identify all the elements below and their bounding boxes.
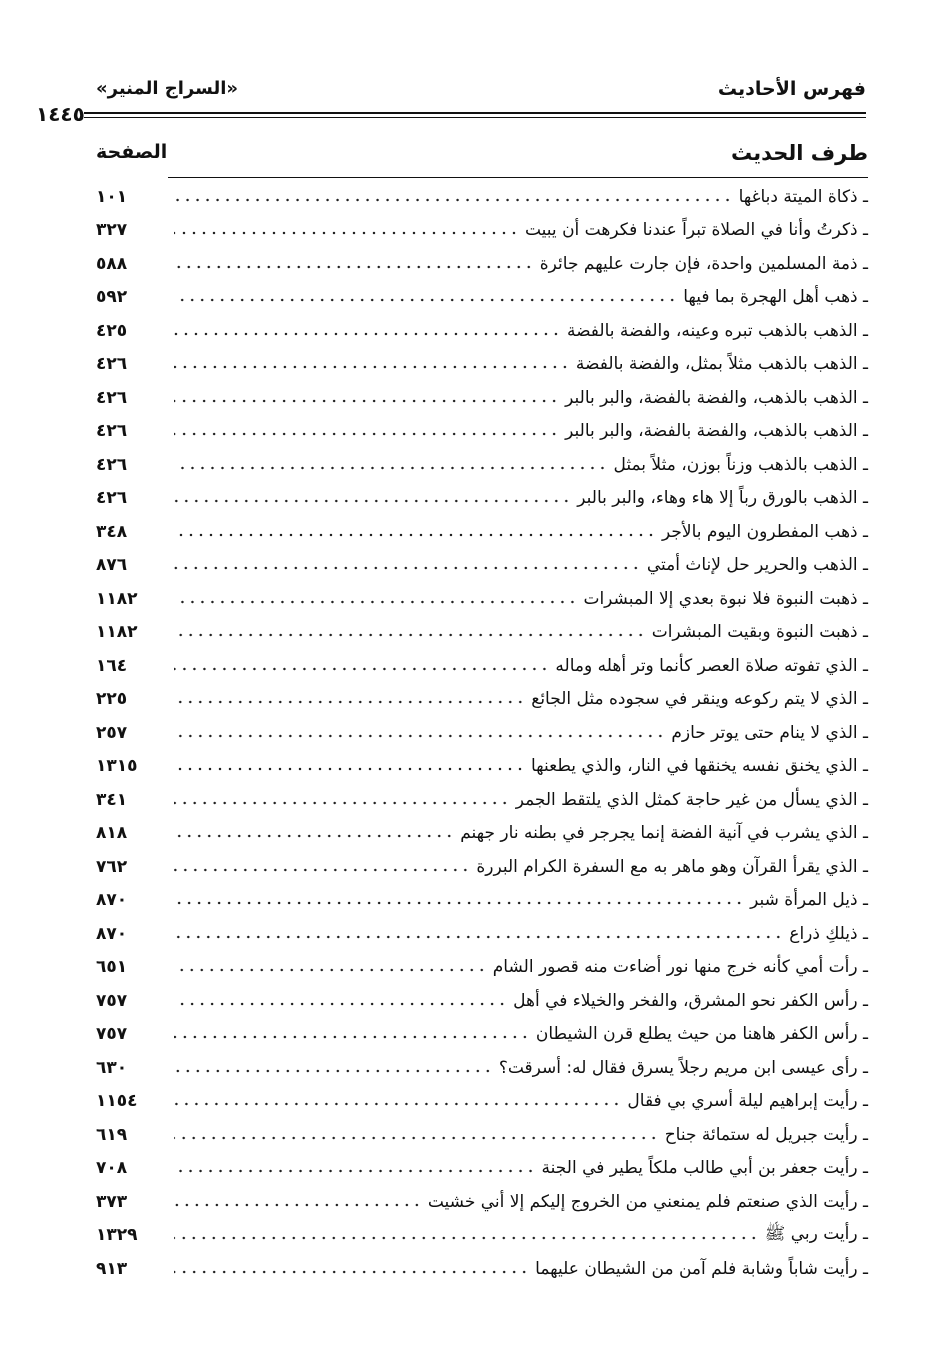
index-entry <box>96 683 868 717</box>
entry-page-number: ٥٩٢ <box>96 287 128 308</box>
index-entry <box>96 1085 868 1119</box>
entry-text: ـ ذهبت النبوة فلا نبوة بعدي إلا المبشرات <box>583 588 868 609</box>
entry-page-number: ١٣٢٩ <box>96 1225 138 1246</box>
entry-page-number: ٧٦٢ <box>96 856 128 877</box>
entry-text: ـ الذهب والحرير حل لإناث أمتي <box>646 555 868 576</box>
entry-page-number: ٢٢٥ <box>96 689 128 710</box>
entry-page-number: ٦١٩ <box>96 1124 128 1145</box>
dot-leader <box>174 767 525 771</box>
dot-leader <box>174 633 646 637</box>
column-header <box>96 141 868 171</box>
column-header-rule <box>168 177 868 178</box>
entry-text: ـ رأيت إبراهيم ليلة أسري بي فقال <box>627 1091 868 1112</box>
entry-page-number: ٦٣٠ <box>96 1057 128 1078</box>
index-entry <box>96 1018 868 1052</box>
index-entry <box>96 381 868 415</box>
index-entry <box>96 817 868 851</box>
dot-leader <box>174 1002 507 1006</box>
entry-page-number: ٧٠٨ <box>96 1158 128 1179</box>
entry-text: ـ الذي يسأل من غير حاجة كمثل الذي يلتقط الجمر <box>515 789 868 810</box>
entry-text: ـ ذهب المفطرون اليوم بالأجر <box>661 521 868 542</box>
entry-text: ـ رأيت شاباً وشابة فلم آمن من الشيطان عليهما <box>535 1258 868 1279</box>
index-entry <box>96 281 868 315</box>
entry-page-number: ٨٧٠ <box>96 923 128 944</box>
index-entry <box>96 1152 868 1186</box>
entry-page-number: ٤٢٦ <box>96 354 128 375</box>
entry-text: ـ رأس الكفر هاهنا من حيث يطلع قرن الشيطان <box>535 1024 868 1045</box>
entry-text: ـ الذي تفوته صلاة العصر كأنما وتر أهله وماله <box>555 655 868 676</box>
index-entry <box>96 515 868 549</box>
index-entry <box>96 1252 868 1286</box>
entry-text: ـ الذهب بالذهب وزناً بوزن، مثلاً بمثل <box>613 454 868 475</box>
index-entry <box>96 716 868 750</box>
entry-page-number: ٤٢٦ <box>96 421 128 442</box>
entry-page-number: ٥٨٨ <box>96 253 128 274</box>
dot-leader <box>174 968 487 972</box>
dot-leader <box>174 901 744 905</box>
entry-text: ـ الذي لا ينام حتى يوتر حازم <box>671 722 868 743</box>
hadith-column-label: طرف الحديث <box>730 141 868 165</box>
entry-page-number: ١٦٤ <box>96 655 128 676</box>
entry-list <box>96 180 868 1286</box>
entry-text: ـ الذهب بالورق رباً إلا هاء وهاء، والبر بالبر <box>577 488 868 509</box>
entry-page-number: ٧٥٧ <box>96 1024 128 1045</box>
dot-leader <box>174 499 571 503</box>
dot-leader <box>174 298 677 302</box>
entry-page-number: ٩١٣ <box>96 1258 128 1279</box>
dot-leader <box>174 734 665 738</box>
entry-text: ـ رأت أمي كأنه خرج منها نور أضاءت منه قصور الشام <box>492 957 868 978</box>
dot-leader <box>174 801 510 805</box>
entry-page-number: ٣٧٣ <box>96 1191 128 1212</box>
dot-leader <box>174 868 470 872</box>
entry-page-number: ٨٧٠ <box>96 890 128 911</box>
dot-leader <box>174 432 559 436</box>
entry-page-number: ٢٥٧ <box>96 722 128 743</box>
entry-text: ـ رأيت جعفر بن أبي طالب ملكاً يطير في الجنة <box>541 1158 868 1179</box>
index-entry <box>96 448 868 482</box>
entry-text: ـ الذي لا يتم ركوعه وينقر في سجوده مثل الجائع <box>531 689 868 710</box>
index-entry <box>96 951 868 985</box>
index-entry <box>96 1118 868 1152</box>
entry-text: ـ رأيت جبريل له ستمائة جناح <box>664 1124 868 1145</box>
index-entry <box>96 214 868 248</box>
dot-leader <box>174 834 454 838</box>
dot-leader <box>174 935 783 939</box>
dot-leader <box>174 265 534 269</box>
page-number: ١٤٤٥ <box>36 102 85 126</box>
entry-page-number: ١١٥٤ <box>96 1091 138 1112</box>
entry-text: ـ ذهبت النبوة وبقيت المبشرات <box>651 622 868 643</box>
page-column-label: الصفحة <box>96 141 168 163</box>
dot-leader <box>174 466 607 470</box>
entry-text: ـ ذكرتُ وأنا في الصلاة تبراً عندنا فكرهت أن يبيت <box>524 220 868 241</box>
index-entry <box>96 582 868 616</box>
entry-text: ـ ذهب أهل الهجرة بما فيها <box>683 287 868 308</box>
entry-text: ـ الذي يقرأ القرآن وهو ماهر به مع السفرة الكرام البررة <box>476 856 868 877</box>
entry-text: ـ رأى عيسى ابن مريم رجلاً يسرق فقال له: أسرقت؟ <box>498 1057 868 1078</box>
dot-leader <box>174 1136 659 1140</box>
entry-text: ـ الذهب بالذهب مثلاً بمثل، والفضة بالفضة <box>575 354 868 375</box>
index-entry <box>96 1051 868 1085</box>
entry-page-number: ١١٨٢ <box>96 588 138 609</box>
dot-leader <box>174 533 656 537</box>
entry-page-number: ٤٢٦ <box>96 488 128 509</box>
entry-text: ـ الذي يخنق نفسه يخنقها في النار، والذي يطعنها <box>531 756 868 777</box>
entry-text: ـ الذي يشرب في آنية الفضة إنما يجرجر في بطنه نار جهنم <box>460 823 868 844</box>
entry-page-number: ٣٤٨ <box>96 521 128 542</box>
dot-leader <box>174 198 733 202</box>
index-entry <box>96 850 868 884</box>
entry-page-number: ١٣١٥ <box>96 756 138 777</box>
index-entry <box>96 1185 868 1219</box>
dot-leader <box>174 1102 621 1106</box>
entry-page-number: ٤٢٥ <box>96 320 128 341</box>
entry-page-number: ٣٢٧ <box>96 220 128 241</box>
dot-leader <box>174 700 525 704</box>
dot-leader <box>174 231 519 235</box>
running-header <box>82 78 866 108</box>
index-entry <box>96 180 868 214</box>
entry-text: ـ الذهب بالذهب تبره وعينه، والفضة بالفضة <box>566 320 868 341</box>
dot-leader <box>174 1203 422 1207</box>
dot-leader <box>174 1169 536 1173</box>
index-entry <box>96 616 868 650</box>
entry-text: ـ ذيل المرأة شبر <box>750 890 868 911</box>
entry-text: ـ ذيلكِ ذراع <box>789 923 868 944</box>
index-entry <box>96 247 868 281</box>
index-entry <box>96 884 868 918</box>
entry-text: ـ رأيت الذي صنعتم فلم يمنعني من الخروج إليكم إلا أني خشيت <box>427 1191 868 1212</box>
entry-page-number: ٨١٨ <box>96 823 128 844</box>
entry-text: ـ رأس الكفر نحو المشرق، والفخر والخيلاء في أهل <box>513 990 868 1011</box>
entry-text: ـ ذكاة الميتة دباغها <box>738 186 868 207</box>
entry-page-number: ٤٢٦ <box>96 454 128 475</box>
index-entry <box>96 1219 868 1253</box>
index-entry <box>96 783 868 817</box>
index-entry <box>96 549 868 583</box>
index-entry <box>96 348 868 382</box>
dot-leader <box>174 600 577 604</box>
entry-text: ـ الذهب بالذهب، والفضة بالفضة، والبر بالبر <box>565 421 868 442</box>
entry-text: ـ الذهب بالذهب، والفضة بالفضة، والبر بالبر <box>565 387 868 408</box>
dot-leader <box>174 1236 759 1240</box>
entry-page-number: ١١٨٢ <box>96 622 138 643</box>
index-entry <box>96 984 868 1018</box>
entry-page-number: ١٠١ <box>96 186 128 207</box>
dot-leader <box>174 566 641 570</box>
dot-leader <box>174 1035 530 1039</box>
header-rule-thin <box>84 117 866 118</box>
dot-leader <box>174 332 561 336</box>
entry-page-number: ٧٥٧ <box>96 990 128 1011</box>
index-entry <box>96 314 868 348</box>
index-entry <box>96 917 868 951</box>
book-title: «السراج المنير» <box>96 78 238 99</box>
entry-text: ـ رأيت ربي ﷺ <box>764 1223 868 1244</box>
dot-leader <box>174 1069 493 1073</box>
dot-leader <box>174 399 559 403</box>
entry-page-number: ٦٥١ <box>96 957 128 978</box>
index-entry <box>96 649 868 683</box>
entry-text: ـ ذمة المسلمين واحدة، فإن جارت عليهم جائرة <box>539 253 868 274</box>
entry-page-number: ٣٤١ <box>96 789 128 810</box>
header-rule-thick <box>84 112 866 114</box>
section-title: فهرس الأحاديث <box>717 78 866 100</box>
index-entry <box>96 750 868 784</box>
dot-leader <box>174 1270 529 1274</box>
dot-leader <box>174 365 570 369</box>
entry-page-number: ٨٧٦ <box>96 555 128 576</box>
entry-page-number: ٤٢٦ <box>96 387 128 408</box>
index-entry <box>96 415 868 449</box>
dot-leader <box>174 667 549 671</box>
index-entry <box>96 482 868 516</box>
